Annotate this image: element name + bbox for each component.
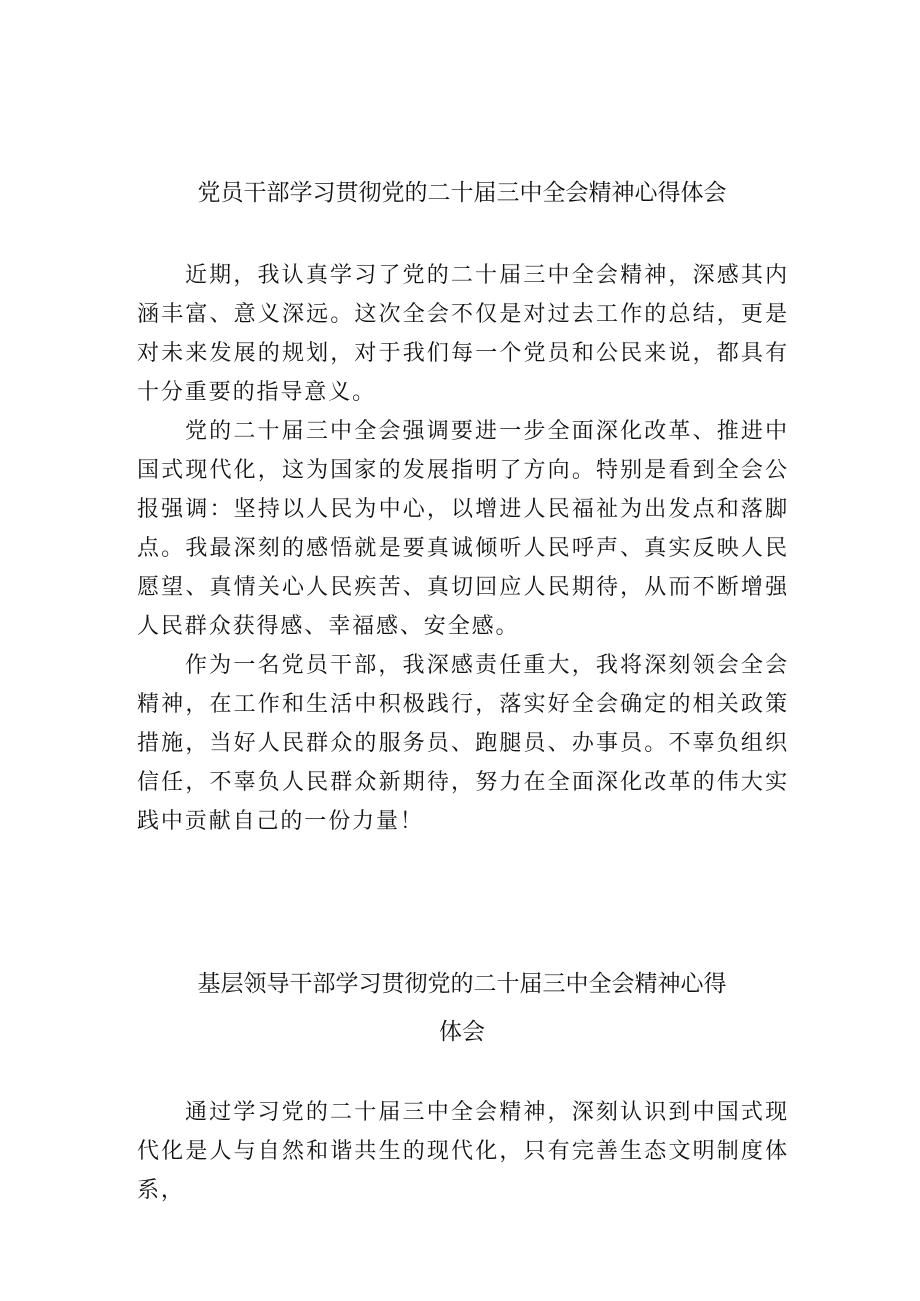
section-title-2-line-2: 体会 (439, 1019, 485, 1045)
paragraph: 党的二十届三中全会强调要进一步全面深化改革、推进中国式现代化，这为国家的发展指明了方向。特别是看到全会公报强调：坚持以人民为中心，以增进人民福祉为出发点和落脚点。我最深刻的感悟就是要真诚倾听人民呼声、真实反映人民愿望、真情关心人民疾苦、真切回应人民期待，从而不断增强人民群众获得感、幸福感、安全感。 (137, 419, 789, 639)
paragraph: 作为一名党员干部，我深感责任重大，我将深刻领会全会精神，在工作和生活中积极践行，落实好全会确定的相关政策措施，当好人民群众的服务员、跑腿员、办事员。不辜负组织信任，不辜负人民群众新期待，努力在全面深化改革的伟大实践中贡献自己的一份力量！ (137, 653, 789, 834)
section-title-2-line-1: 基层领导干部学习贯彻党的二十届三中全会精神心得 (197, 971, 727, 997)
section-body-1 (137, 256, 789, 841)
section-title-2 (137, 960, 787, 1056)
paragraph: 近期，我认真学习了党的二十届三中全会精神，深感其内涵丰富、意义深远。这次全会不仅是对过去工作的总结，更是对未来发展的规划，对于我们每一个党员和公民来说，都具有十分重要的指导意义。 (137, 263, 789, 405)
section-title-1: 党员干部学习贯彻党的二十届三中全会精神心得体会 (197, 180, 727, 206)
paragraph: 通过学习党的二十届三中全会精神，深刻认识到中国式现代化是人与自然和谐共生的现代化，只有完善生态文明制度体系， (137, 1100, 789, 1203)
section-body-2 (137, 1093, 789, 1210)
